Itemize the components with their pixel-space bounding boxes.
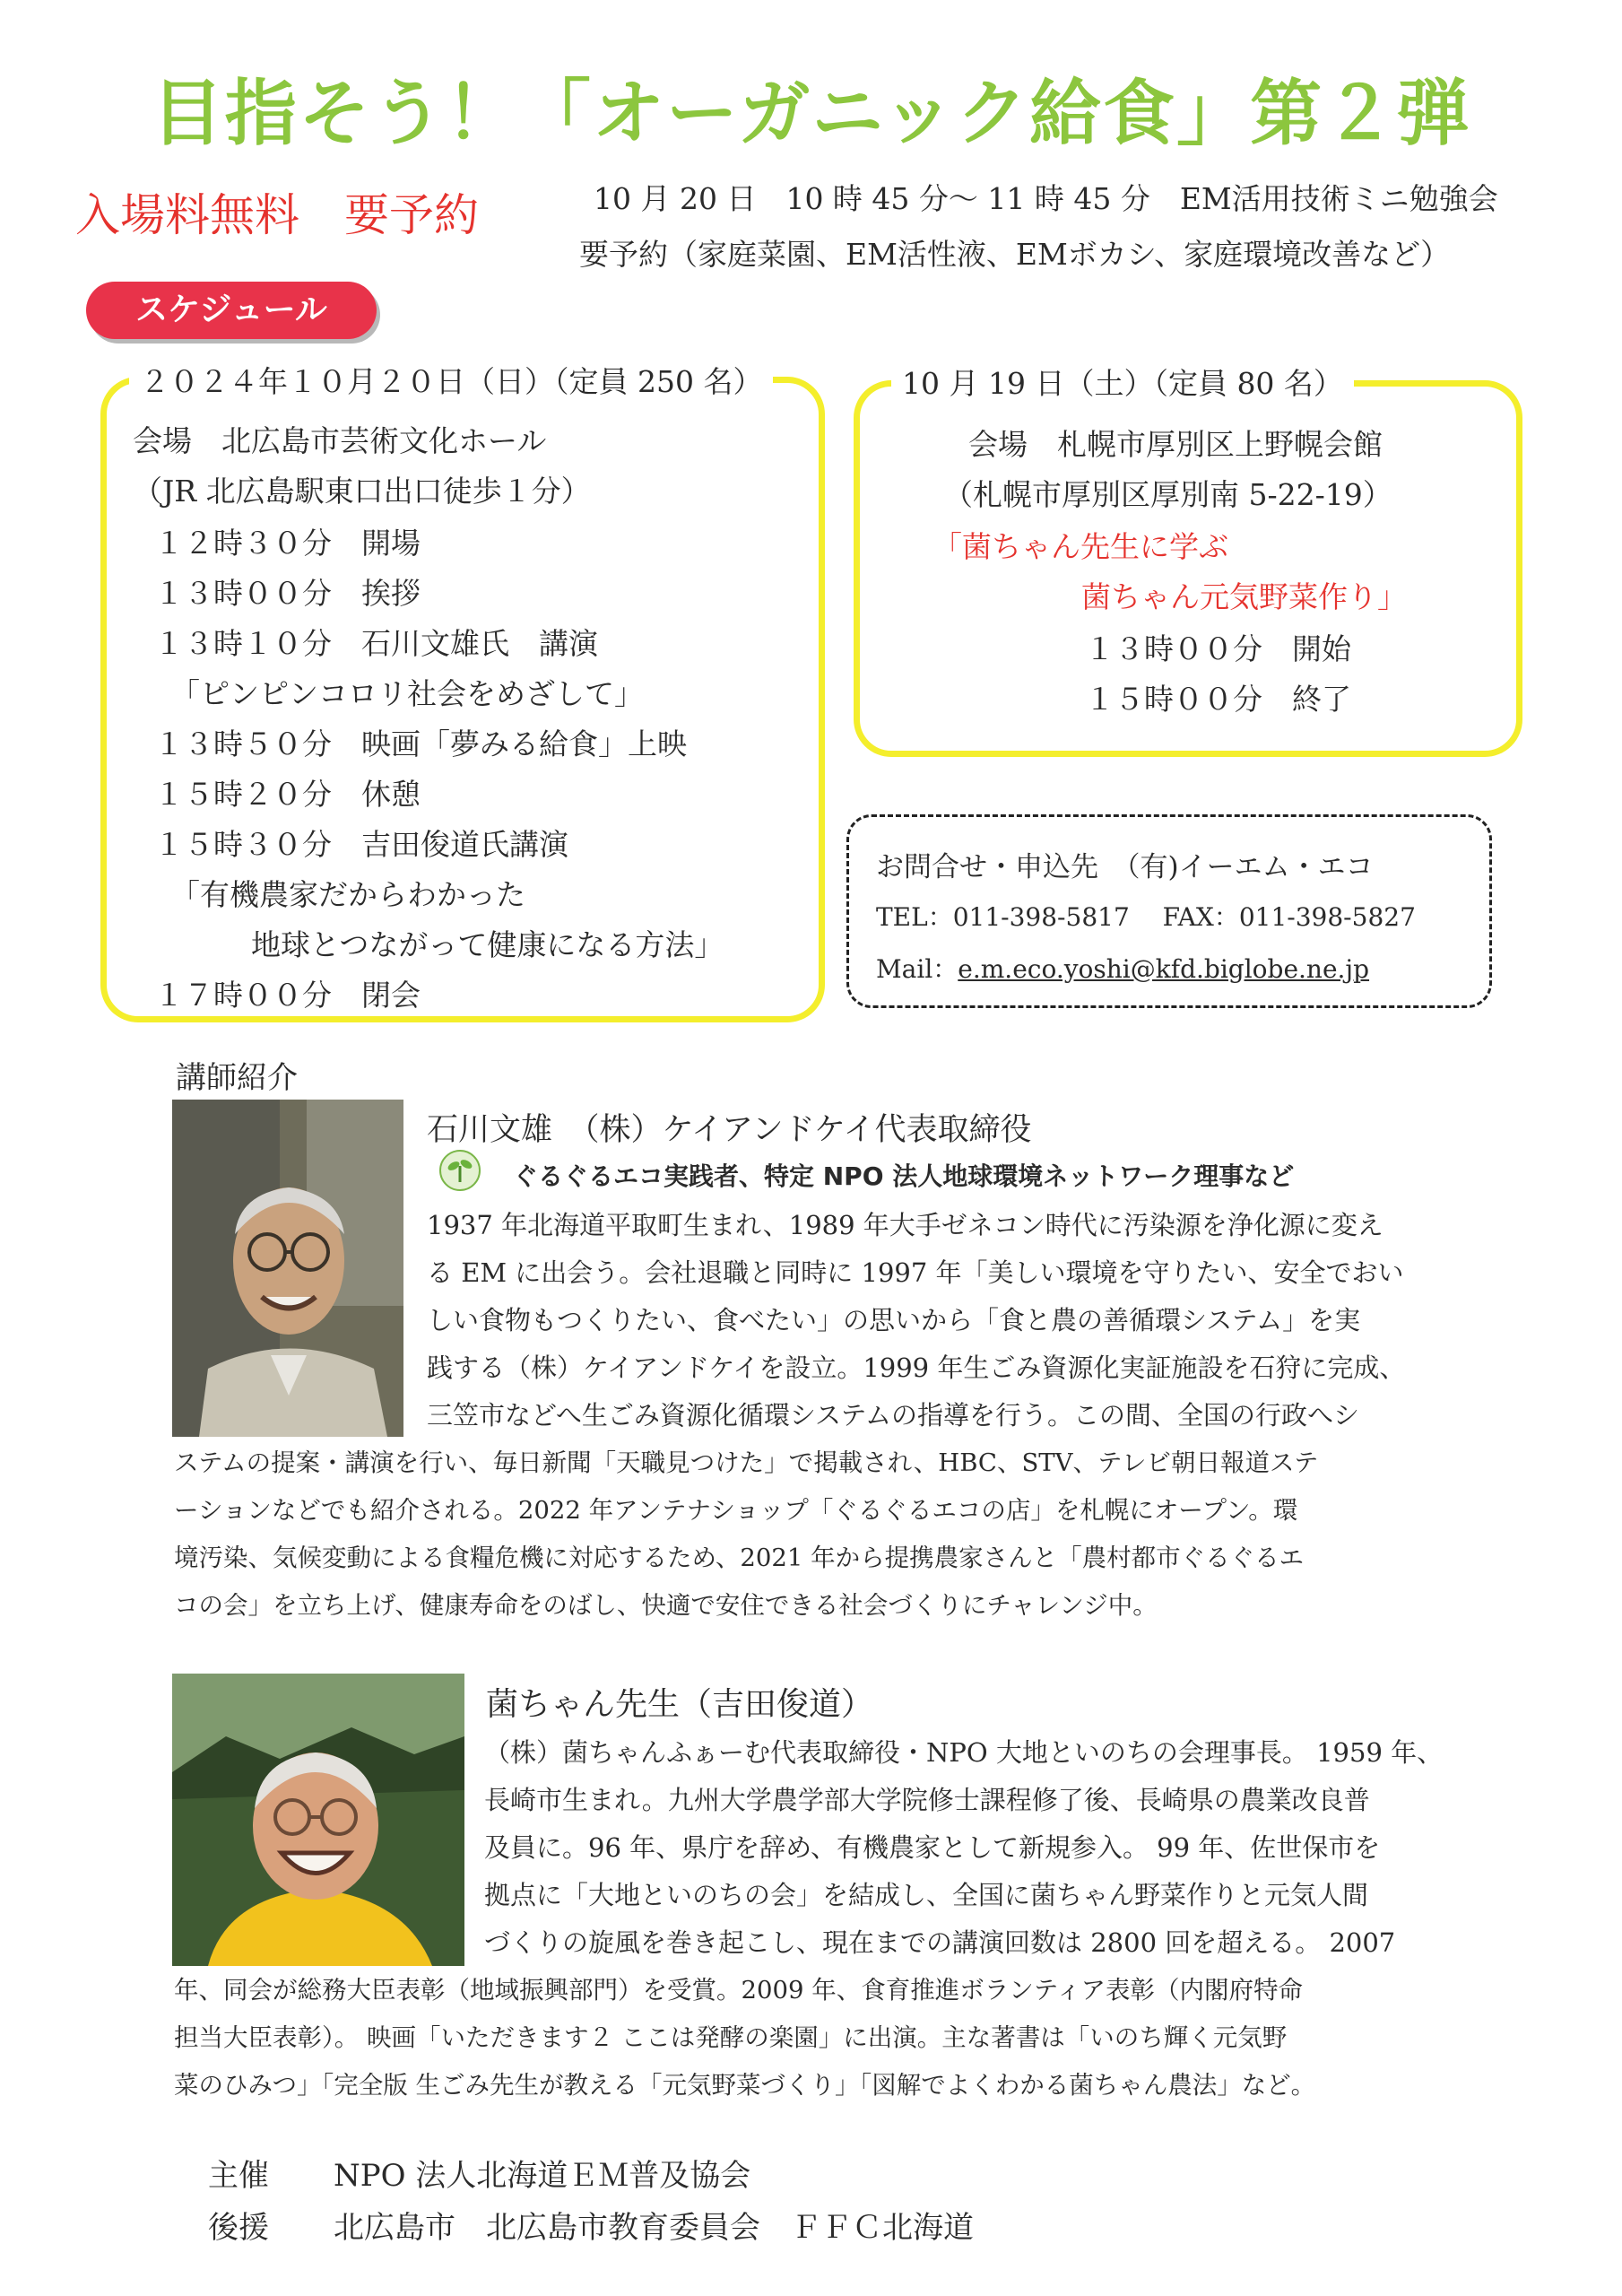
schedule-item: １７時００分 閉会 [154, 978, 421, 1013]
bio-line: 践する（株）ケイアンドケイを設立。1999 年生ごみ資源化実証施設を石狩に完成、 [427, 1352, 1406, 1383]
sub-event-theme: 菌ちゃん元気野菜作り」 [1081, 579, 1407, 614]
schedule-item: １３時５０分 映画「夢みる給食」上映 [154, 726, 687, 761]
speaker1-bio-top [427, 1202, 1405, 1439]
schedule-item: １３時１０分 石川文雄氏 講演 [154, 626, 598, 661]
speakers-heading: 講師紹介 [176, 1060, 298, 1096]
main-event-access: （JR 北広島駅東口出口徒歩１分） [133, 474, 591, 509]
sub-event-theme: 「菌ちゃん先生に学ぶ [932, 529, 1228, 564]
lecture-title: 「ピンピンコロリ社会をめざして」 [170, 676, 644, 711]
speaker1-bio-bottom [174, 1439, 1318, 1630]
sub-event-end: １５時００分 終了 [1085, 682, 1351, 717]
schedule-item: １５時２０分 休憩 [154, 777, 421, 812]
page-title: 目指そう！「オーガニック給食」第２弾 [151, 72, 1471, 155]
study-session-line1: 10 月 20 日 10 時 45 分～ 11 時 45 分 EM活用技術ミニ勉強会 [594, 181, 1498, 216]
schedule-item: １３時００分 挨拶 [154, 576, 421, 611]
admission-info [75, 179, 479, 244]
sub-event-start: １３時００分 開始 [1085, 631, 1351, 666]
bio-line: しい食物もつくりたい、食べたい」の思いから「食と農の善循環システム」を実 [427, 1305, 1361, 1335]
speaker2-photo [172, 1674, 464, 1966]
admission-free: 入場料無料 [75, 189, 299, 241]
bio-line: づくりの旋風を巻き起こし、現在までの講演回数は 2800 回を超える。 2007 [484, 1927, 1396, 1958]
bio-line: コの会」を立ち上げ、健康寿命をのばし、快適で安住できる社会づくりにチャレンジ中。 [174, 1591, 1158, 1620]
speaker2-name: 菌ちゃん先生（吉田俊道） [486, 1686, 874, 1723]
bio-line: 1937 年北海道平取町生まれ、1989 年大手ゼネコン時代に汚染源を浄化源に変え [427, 1210, 1383, 1240]
contact-label: お問合せ・申込先 （有)イーエム・エコ [876, 851, 1374, 883]
schedule-label: スケジュール [86, 282, 377, 339]
organizer-label: 主催 [208, 2158, 269, 2194]
bio-line: 担当大臣表彰）。 映画「いただきます２ ここは発酵の楽園」に出演。主な著書は「いのち輝く元気野 [174, 2023, 1288, 2052]
main-event-venue: 会場 北広島市芸術文化ホール [133, 423, 547, 458]
schedule-item: １２時３０分 開場 [154, 526, 421, 561]
lecture-title: 地球とつながって健康になる方法」 [251, 927, 724, 962]
speaker1-photo [172, 1100, 403, 1437]
contact-phone-fax: TEL：011-398-5817 FAX：011-398-5827 [876, 902, 1416, 932]
bio-line: （株）菌ちゃんふぁーむ代表取締役・NPO 大地といのちの会理事長。 1959 年、 [484, 1737, 1444, 1768]
contact-mail [876, 950, 1369, 986]
bio-line: る EM に出会う。会社退職と同時に 1997 年「美しい環境を守りたい、安全でおい [427, 1257, 1404, 1288]
supporter-label: 後援 [208, 2210, 269, 2246]
speaker2-bio-top [484, 1729, 1443, 1967]
bio-line: 年、同会が総務大臣表彰（地域振興部門）を受賞。2009 年、食育推進ボランティア表彰（内閣府特命 [174, 1976, 1304, 2005]
bio-line: ステムの提案・講演を行い、毎日新聞「天職見つけた」で掲載され、HBC、STV、テレビ朝日報道ステ [174, 1448, 1319, 1477]
lecture-title: 「有機農家だからわかった [170, 877, 525, 912]
bio-line: 菜のひみつ」「完全版 生ごみ先生が教える「元気野菜づくり」「図解でよくわかる菌ちゃん農法」など。 [174, 2071, 1316, 2100]
organizer-value: NPO 法人北海道ＥＭ普及協会 [334, 2158, 751, 2194]
sub-event-venue: 会場 札幌市厚別区上野幌会館 [968, 427, 1383, 462]
mail-label: Mail： [876, 954, 958, 984]
speaker2-bio-bottom [174, 1967, 1315, 2109]
study-session-line2: 要予約（家庭菜園、EM活性液、EMボカシ、家庭環境改善など） [579, 237, 1451, 272]
speaker1-subtitle: ぐるぐるエコ実践者、特定 NPO 法人地球環境ネットワーク理事など [513, 1161, 1295, 1191]
leaf-logo-icon [439, 1150, 481, 1191]
sub-event-address: （札幌市厚別区厚別南 5-22-19） [943, 477, 1392, 512]
bio-line: 長崎市生まれ。九州大学農学部大学院修士課程修了後、長崎県の農業改良普 [484, 1785, 1370, 1815]
bio-line: 拠点に「大地といのちの会」を結成し、全国に菌ちゃん野菜作りと元気人間 [484, 1880, 1369, 1910]
main-event-header: ２０２４年１０月２０日（日）（定員 250 名） [129, 359, 773, 401]
schedule-item: １５時３０分 吉田俊道氏講演 [154, 827, 568, 862]
bio-line: ーションなどでも紹介される。2022 年アンテナショップ「ぐるぐるエコの店」を札幌にオープン。環 [174, 1496, 1298, 1525]
bio-line: 境汚染、気候変動による食糧危機に対応するため、2021 年から提携農家さんと「農村都市ぐるぐるエ [174, 1544, 1305, 1572]
speaker1-name: 石川文雄 （株）ケイアンドケイ代表取締役 [427, 1112, 1032, 1148]
sub-event-header: 10 月 19 日（土）（定員 80 名） [891, 361, 1354, 403]
mail-address[interactable]: e.m.eco.yoshi@kfd.biglobe.ne.jp [958, 954, 1370, 984]
contact-box [846, 814, 1492, 1008]
supporter-value: 北広島市 北広島市教育委員会 ＦＦＣ北海道 [334, 2210, 974, 2246]
admission-reservation: 要予約 [344, 189, 479, 241]
bio-line: 三笠市などへ生ごみ資源化循環システムの指導を行う。この間、全国の行政へシ [427, 1400, 1359, 1431]
bio-line: 及員に。96 年、県庁を辞め、有機農家として新規参入。 99 年、佐世保市を [484, 1832, 1381, 1863]
